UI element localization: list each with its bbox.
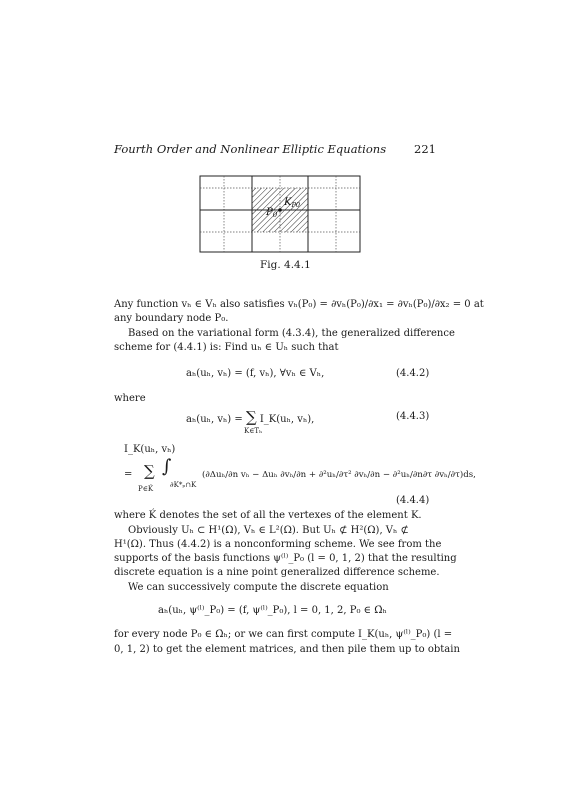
eq444-equals: = — [124, 469, 133, 480]
equation-4-4-2: aₕ(uₕ, vₕ) = (f, vₕ), ∀vₕ ∈ Vₕ, — [186, 368, 325, 379]
label-k-p0: $K_{P0}$ — [284, 197, 300, 209]
where-label-1: where — [114, 393, 146, 404]
para4-line1: Obviously Uₕ ⊂ H¹(Ω), Vₕ ∈ L²(Ω). But Uₕ ⊄ H²(Ω), Vₕ ⊄ — [128, 525, 409, 536]
para4-line2: H¹(Ω). Thus (4.4.2) is a nonconforming scheme. We see from the — [114, 539, 442, 550]
eq444-body: (∂Δuₕ/∂n vₕ − Δuₕ ∂vₕ/∂n + ∂²uₕ/∂τ² ∂vₕ/∂n − ∂²uₕ/∂n∂τ ∂vₕ/∂τ)ds, — [202, 470, 476, 480]
eq443-rhs: I_K(uₕ, vₕ), — [259, 414, 315, 425]
eq444-sum: ∑ — [144, 462, 155, 480]
equation-number-4-4-4: (4.4.4) — [396, 495, 430, 506]
para4-line3: supports of the basis functions ψ⁽ˡ⁾_P₀ (l = 0, 1, 2) that the resulting — [114, 553, 457, 564]
para6-line1: for every node P₀ ∈ Ω̇ₕ; or we can first compute I_K(uₕ, ψ⁽ˡ⁾_P₀) (l = — [114, 629, 453, 640]
equation-discrete: aₕ(uₕ, ψ⁽ˡ⁾_P₀) = (f, ψ⁽ˡ⁾_P₀), l = 0, 1, 2, P₀ ∈ Ω̇ₕ — [158, 605, 387, 616]
eq444-integral-subscript: ∂K*ₚ∩K — [170, 481, 197, 489]
label-p0: $P_0$ — [266, 207, 278, 219]
eq444-integral: ∫ — [162, 456, 172, 477]
equation-number-4-4-2: (4.4.2) — [396, 368, 430, 379]
node-p0 — [278, 208, 282, 212]
para2-line2: scheme for (4.4.1) is: Find uₕ ∈ Uₕ such that — [114, 342, 339, 353]
figure-caption: Fig. 4.4.1 — [260, 259, 311, 271]
ik-label: I_K(uₕ, vₕ) — [124, 444, 176, 455]
eq443-sum: ∑ — [245, 408, 257, 426]
para3-line1: where Ḱ denotes the set of all the vertexes of the element K. — [114, 510, 422, 521]
page-number: 221 — [414, 142, 436, 156]
eq443-lhs: aₕ(uₕ, vₕ) = — [186, 414, 246, 425]
para5-line1: We can successively compute the discrete equation — [128, 582, 389, 593]
para4-line4: discrete equation is a nine point generalized difference scheme. — [114, 567, 440, 578]
running-header: Fourth Order and Nonlinear Elliptic Equations — [114, 142, 387, 156]
para2-line1: Based on the variational form (4.3.4), the generalized difference — [128, 328, 455, 339]
para1-line2: any boundary node P₀. — [114, 313, 229, 324]
equation-number-4-4-3: (4.4.3) — [396, 411, 430, 422]
figure-4-4-1 — [196, 174, 366, 254]
para1-line1: Any function vₕ ∈ Vₕ also satisfies vₕ(P₀) = ∂vₕ(P₀)/∂x₁ = ∂vₕ(P₀)/∂x₂ = 0 at — [114, 299, 484, 310]
para6-line2: 0, 1, 2) to get the element matrices, and then pile them up to obtain — [114, 644, 460, 655]
eq443-sum-subscript: K∈Tₕ — [244, 427, 263, 435]
eq444-sum-subscript: P∈Ḱ — [138, 485, 154, 493]
